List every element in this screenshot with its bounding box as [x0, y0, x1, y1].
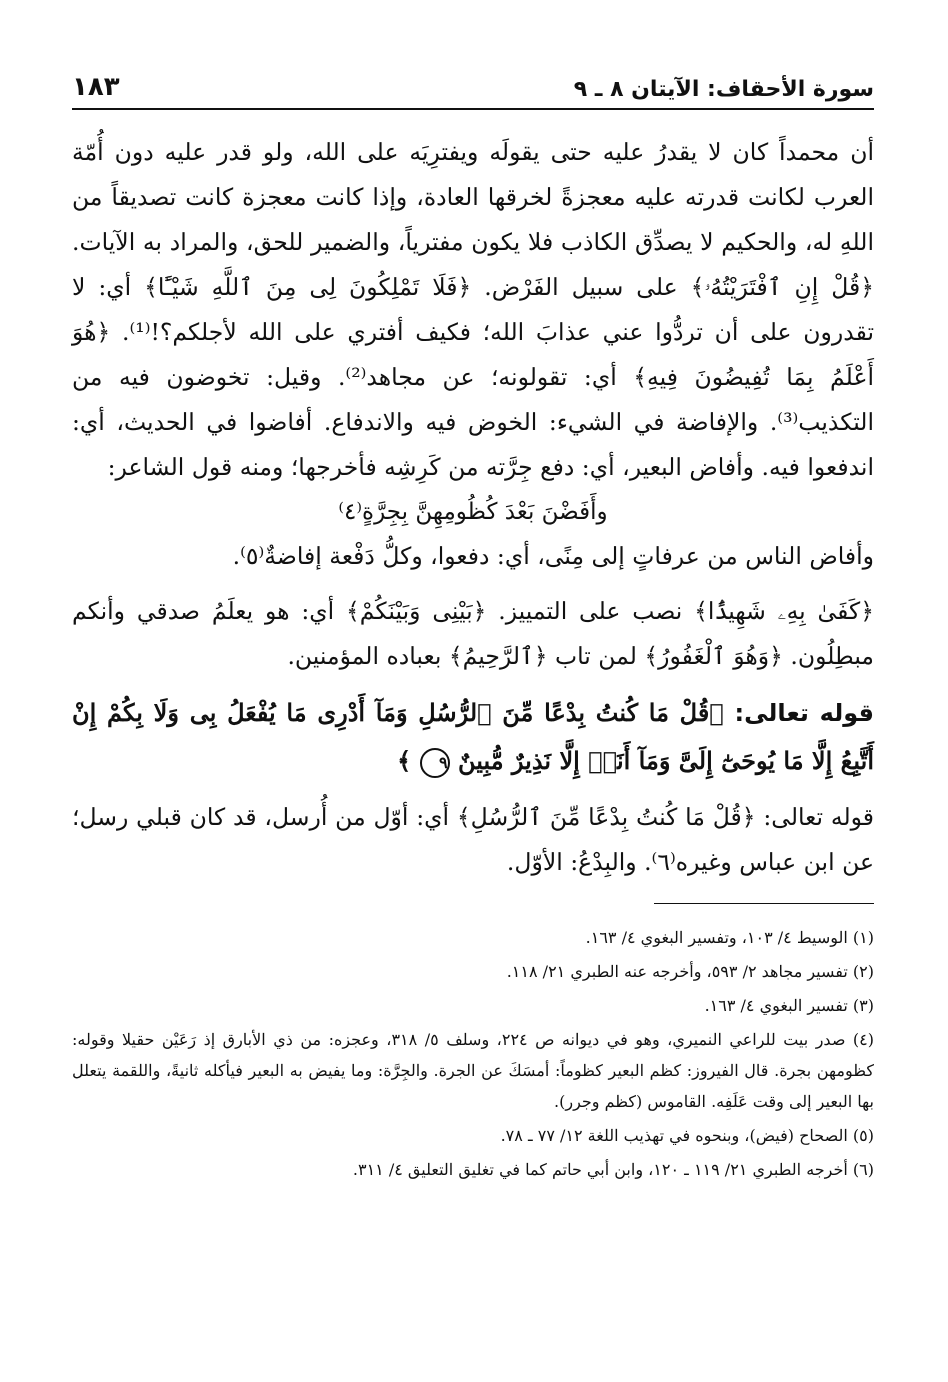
poem-line: وأَفَضْنَ بَعْدَ كُظُومِهِنَّ بِجِرَّةٍ⁽٤⁾	[338, 499, 608, 525]
running-header	[72, 72, 874, 110]
footnote-1: (١) الوسيط ٤/ ١٠٣، وتفسير البغوي ٤/ ١٦٣.	[585, 928, 874, 947]
paragraph-1: أن محمداً كان لا يقدرُ عليه حتى يقولَه ويفترِيَه على الله، ولو قدر عليه دون أُمّة العرب لكانت قدرته عليه معجزةً لخرقها العادة، وإذا كانت معجزة كانت تصديقاً من اللهِ له، والحكيم لا يصدِّق الكاذب فلا يكون مفترياً، والضمير للحق، والمراد به الآيات. ﴿قُلْ إِنِ ٱفْتَرَيْتُهُۥ﴾ على سبيل الفَرْض. ﴿فَلَا تَمْلِكُونَ لِى مِنَ ٱللَّهِ شَيْـًٔا﴾ أي: لا تقدرون على أن تردُّوا عني عذابَ الله؛ فكيف أفتري على الله لأجلكم؟!⁽¹⁾. ﴿هُوَ أَعْلَمُ بِمَا تُفِيضُونَ فِيهِ﴾ أي: تقولونه؛ عن مجاهد⁽²⁾. وقيل: تخوضون فيه من التكذيب⁽³⁾. والإفاضة في الشيء: الخوض فيه والاندفاع. أفاضوا في الحديث، أي: اندفعوا فيه. وأفاض البعير، أي: دفع جِرَّته من كَرِشِه فأخرجها؛ ومنه قول الشاعر:	[72, 138, 874, 481]
footnote-2: (٢) تفسير مجاهد ٢/ ٥٩٣، وأخرجه عنه الطبري ٢١/ ١١٨.	[506, 962, 874, 981]
footnote-3: (٣) تفسير البغوي ٤/ ١٦٣.	[704, 996, 874, 1015]
footnotes	[72, 922, 874, 1185]
verse-heading-text: ﴿قُلْ مَا كُنتُ بِدْعًا مِّنَ ٱلرُّسُلِ وَمَآ أَدْرِى مَا يُفْعَلُ بِى وَلَا بِكُمْ إِنْ أَتَّبِعُ إِلَّا مَا يُوحَىٰٓ إِلَىَّ وَمَآ أَنَا۠ إِلَّا نَذِيرٌ مُّبِينٌ	[72, 698, 874, 775]
paragraph-2: وأفاض الناس من عرفاتٍ إلى مِنًى، أي: دفعوا، وكلُّ دَفْعة إفاضةٌ⁽٥⁾.	[232, 542, 874, 570]
footnote-6: (٦) أخرجه الطبري ٢١/ ١١٩ ـ ١٢٠، وابن أبي حاتم كما في تغليق التعليق ٤/ ٣١١.	[352, 1160, 874, 1179]
page-number: ١٨٣	[72, 72, 120, 102]
verse-heading	[72, 689, 874, 785]
footnote-divider	[654, 903, 874, 904]
verse-heading-close: ﴾	[397, 746, 412, 775]
paragraph-4: قوله تعالى: ﴿قُلْ مَا كُنتُ بِدْعًا مِّنَ ٱلرُّسُلِ﴾ أي: أوّل من أُرسل، قد كان قبلي رسل؛ عن ابن عباس وغيره⁽٦⁾. والبِدْعُ: الأوّل.	[72, 803, 874, 876]
footnote-4: (٤) صدر بيت للراعي النميري، وهو في ديوانه ص ٢٢٤، وسلف ٥/ ٣١٨، وعجزه: من ذي الأبارق إذ رَعَيْن حقيلا وقوله: كظومهن بجرة. قال الفيروز: كظم البعير كظوماً: أمسَكَ عن الجرة. والجِرَّة: وما يفيض به البعير فيأكله ثانيةً، واللقمة يتعلل بها البعير إلى وقت عَلَفِه. القاموس (كظم وجرر).	[72, 1030, 874, 1111]
chapter-title: سورة الأحقاف: الآيتان ٨ ـ ٩	[573, 77, 874, 102]
verse-heading-lead: قوله تعالى:	[734, 699, 874, 727]
footnote-5: (٥) الصحاح (فيض)، وبنحوه في تهذيب اللغة ١٢/ ٧٧ ـ ٧٨.	[500, 1126, 874, 1145]
verse-number-mark: ٩	[420, 748, 450, 778]
main-text	[72, 130, 874, 885]
paragraph-3: ﴿كَفَىٰ بِهِۦ شَهِيدًۢا﴾ نصب على التمييز. ﴿بَيْنِى وَبَيْنَكُمْ﴾ أي: هو يعلَمُ صدقي وأنكم مبطِلُون. ﴿وَهُوَ ٱلْغَفُورُ﴾ لمن تاب ﴿ٱلرَّحِيمُ﴾ بعباده المؤمنين.	[72, 597, 874, 670]
